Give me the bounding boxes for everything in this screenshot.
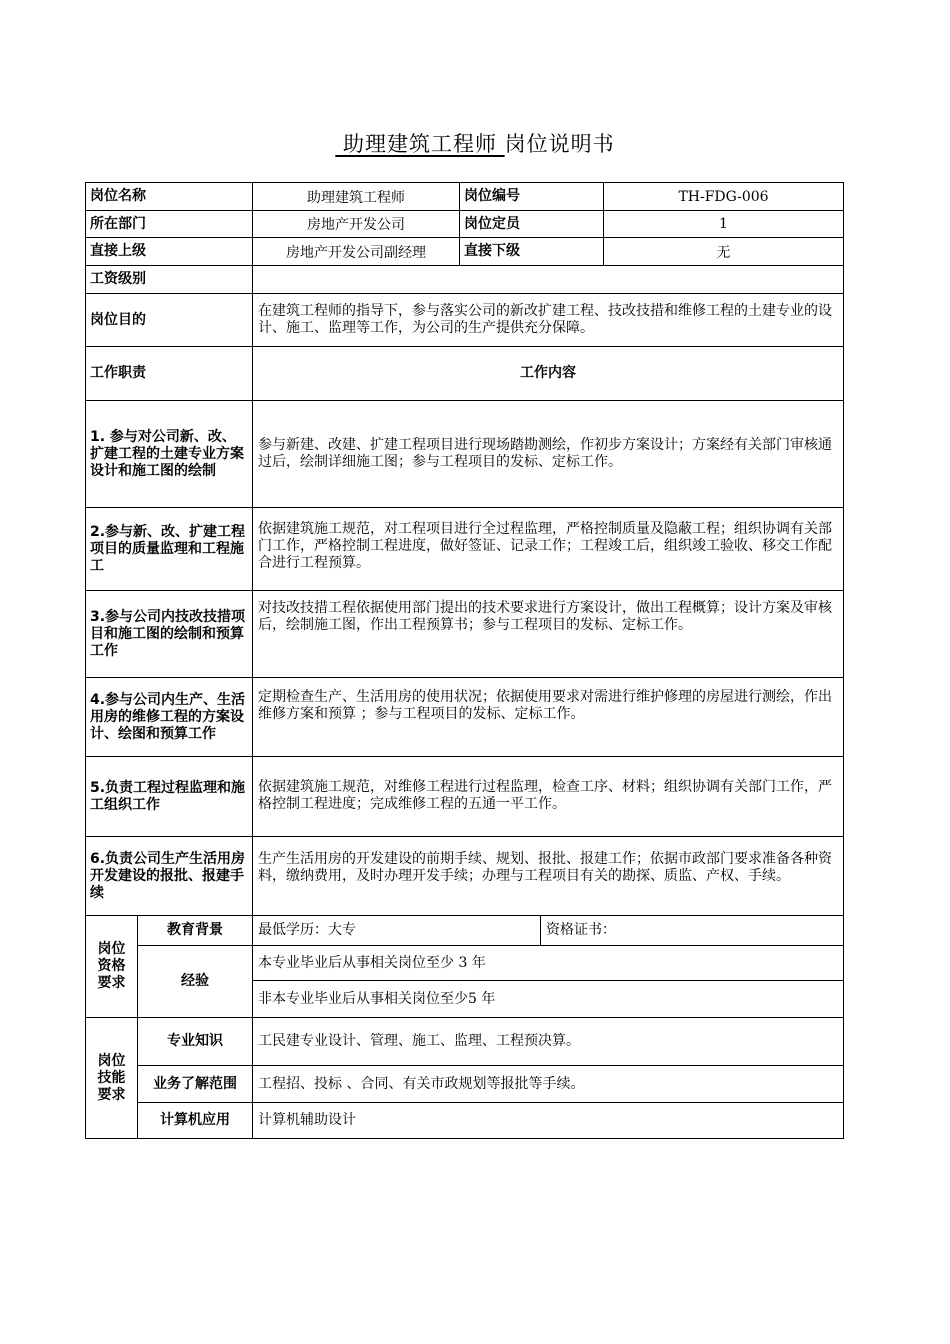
- education-label: 教育背景: [138, 916, 253, 946]
- purpose-text: 在建筑工程师的指导下，参与落实公司的新改扩建工程、技改技措和维修工程的土建专业的设计、施工、监理等工作，为公司的生产提供充分保障。: [253, 294, 843, 347]
- experience-major: 本专业毕业后从事相关岗位至少 3 年: [253, 946, 843, 981]
- duty-title: 1. 参与对公司新、改、扩建工程的土建专业方案设计和施工图的绘制: [86, 401, 253, 508]
- business-scope-value: 工程招、投标 、合同、有关市政规划等报批等手续。: [253, 1066, 843, 1103]
- knowledge-value: 工民建专业设计、管理、施工、监理、工程预决算。: [253, 1018, 843, 1066]
- duty-title: 6.负责公司生产生活用房开发建设的报批、报建手续: [86, 837, 253, 916]
- computer-skill-label: 计算机应用: [138, 1103, 253, 1138]
- skills-group-label: 岗位技能要求: [86, 1018, 138, 1138]
- duty-content: 对技改技措工程依据使用部门提出的技术要求进行方案设计，做出工程概算；设计方案及审核后，绘制施工图，作出工程预算书；参与工程项目的发标、定标工作。: [253, 591, 843, 678]
- experience-nonmajor: 非本专业毕业后从事相关岗位至少5 年: [253, 981, 843, 1018]
- subordinate-value: 无: [604, 238, 843, 266]
- education-value: 最低学历：大专: [253, 916, 541, 946]
- certificate-value: 资格证书：: [541, 916, 843, 946]
- duty-title: 3.参与公司内技改技措项目和施工图的绘制和预算工作: [86, 591, 253, 678]
- title-position-name: 助理建筑工程师: [335, 132, 505, 156]
- superior-value: 房地产开发公司副经理: [253, 238, 460, 266]
- knowledge-label: 专业知识: [138, 1018, 253, 1066]
- duty-content: 生产生活用房的开发建设的前期手续、规划、报批、报建工作；依据市政部门要求准备各种资料，缴纳费用，及时办理开发手续；办理与工程项目有关的勘探、质监、产权、手续。: [253, 837, 843, 916]
- department-label: 所在部门: [86, 211, 253, 238]
- duty-content: 定期检查生产、生活用房的使用状况；依据使用要求对需进行维护修理的房屋进行测绘，作出维修方案和预算 ；参与工程项目的发标、定标工作。: [253, 678, 843, 757]
- qualification-group-label: 岗位资格要求: [86, 916, 138, 1018]
- salary-value: [253, 266, 843, 294]
- salary-label: 工资级别: [86, 266, 253, 294]
- duty-content: 参与新建、改建、扩建工程项目进行现场踏勘测绘，作初步方案设计；方案经有关部门审核通过后，绘制详细施工图；参与工程项目的发标、定标工作。: [253, 401, 843, 508]
- duty-title: 4.参与公司内生产、生活用房的维修工程的方案设计、绘图和预算工作: [86, 678, 253, 757]
- business-scope-label: 业务了解范围: [138, 1066, 253, 1103]
- department-value: 房地产开发公司: [253, 211, 460, 238]
- duties-content-header: 工作内容: [253, 347, 843, 401]
- position-code-label: 岗位编号: [460, 183, 604, 211]
- duties-label: 工作职责: [86, 347, 253, 401]
- duty-content: 依据建筑施工规范，对工程项目进行全过程监理，严格控制质量及隐蔽工程；组织协调有关部门工作，严格控制工程进度，做好签证、记录工作；工程竣工后，组织竣工验收、移交工作配合进行工程预算。: [253, 508, 843, 591]
- experience-label: 经验: [138, 946, 253, 1018]
- document-title: [0, 128, 950, 158]
- computer-skill-value: 计算机辅助设计: [258, 1112, 356, 1128]
- duty-content: 依据建筑施工规范，对维修工程进行过程监理，检查工序、材料；组织协调有关部门工作，严格控制工程进度；完成维修工程的五通一平工作。: [253, 757, 843, 837]
- position-code-value: TH-FDG-006: [604, 183, 843, 211]
- superior-label: 直接上级: [86, 238, 253, 266]
- position-name-value: 助理建筑工程师: [253, 183, 460, 211]
- purpose-label: 岗位目的: [86, 294, 253, 347]
- subordinate-label: 直接下级: [460, 238, 604, 266]
- duty-title: 5.负责工程过程监理和施工组织工作: [86, 757, 253, 837]
- position-name-label: 岗位名称: [86, 183, 253, 211]
- title-suffix: 岗位说明书: [504, 132, 615, 156]
- duty-title: 2.参与新、改、扩建工程项目的质量监理和工程施工: [86, 508, 253, 591]
- headcount-value: 1: [604, 211, 843, 238]
- headcount-label: 岗位定员: [460, 211, 604, 238]
- job-description-table: [85, 182, 844, 1139]
